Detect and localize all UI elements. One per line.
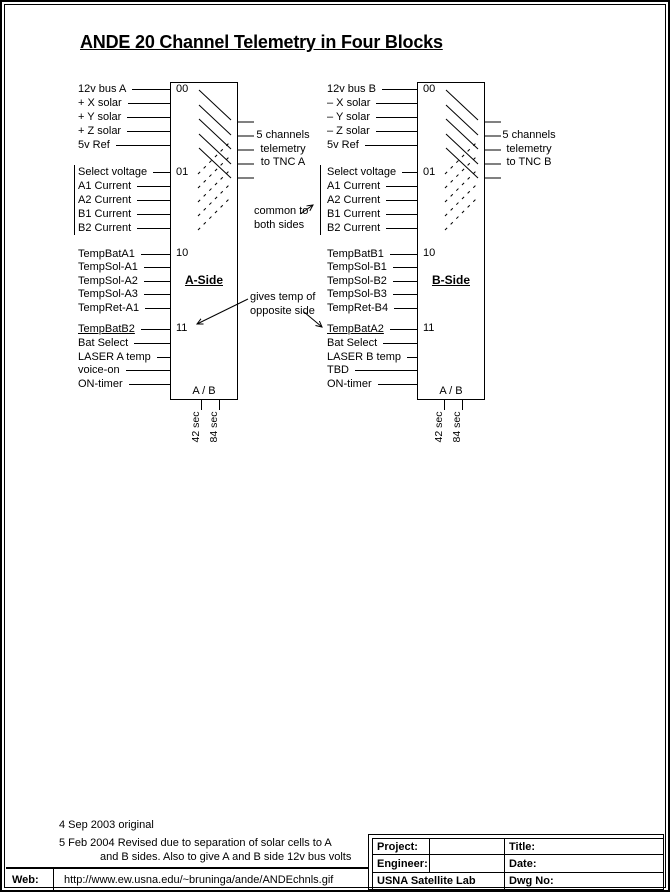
input-row (78, 260, 170, 274)
signal-stub-line (386, 186, 417, 187)
signal-stub-line (393, 267, 417, 268)
signal-stub-line (129, 384, 170, 385)
title-block-row (373, 839, 663, 854)
signal-stub-line (141, 254, 170, 255)
input-label: 5v Ref (327, 138, 359, 151)
web-label: Web: (6, 869, 54, 890)
input-row (327, 322, 417, 336)
signal-stub-line (126, 370, 170, 371)
signal-stub-line (393, 281, 417, 282)
signal-stub-line (141, 329, 170, 330)
org-name: USNA Satellite Lab (373, 873, 505, 889)
input-label: B2 Current (327, 221, 381, 234)
input-label: 12v bus B (327, 82, 376, 95)
input-label: Bat Select (327, 336, 378, 349)
input-label: – X solar (327, 96, 371, 109)
input-row (78, 336, 170, 350)
input-label: TempSol-A3 (78, 287, 138, 300)
input-label: 12v bus A (78, 82, 127, 95)
output-note-line: to TNC B (506, 156, 552, 168)
signal-stub-line (386, 228, 417, 229)
signal-stub-line (390, 329, 417, 330)
input-label: B2 Current (78, 221, 132, 234)
signal-stub-line (145, 308, 170, 309)
input-label: TempBatA1 (78, 247, 135, 260)
input-label: TempBatA2 (327, 322, 384, 335)
block-b-timer-42: 42 sec (433, 411, 445, 443)
input-row (327, 274, 417, 288)
input-row (327, 124, 417, 138)
signal-stub-line (365, 145, 417, 146)
input-row (327, 287, 417, 301)
title-block-inner (372, 838, 663, 889)
page-title: ANDE 20 Channel Telemetry in Four Blocks (80, 32, 443, 52)
block-b-timer-84: 84 sec (451, 411, 463, 443)
block-a-seq-10: 10 (176, 247, 189, 259)
input-row (78, 96, 170, 110)
input-row (78, 165, 170, 179)
input-label: ON-timer (327, 377, 372, 390)
web-row (6, 867, 368, 890)
signal-stub-line (407, 357, 417, 358)
signal-stub-line (144, 294, 170, 295)
input-label: TempSol-B2 (327, 274, 387, 287)
revision-entry-2: 5 Feb 2004 Revised due to separation of solar cells to A (59, 837, 332, 849)
input-label: A1 Current (78, 179, 132, 192)
dwg-no-label: Dwg No: (509, 875, 554, 887)
signal-stub-line (134, 343, 170, 344)
common-note (254, 204, 308, 232)
signal-stub-line (386, 200, 417, 201)
input-label: B1 Current (327, 207, 381, 220)
input-row (327, 221, 417, 235)
input-label: – Z solar (327, 124, 370, 137)
block-b-outline (417, 82, 485, 400)
block-a-seq-00: 00 (176, 83, 189, 95)
gives-temp-note-line: opposite side (250, 305, 315, 317)
project-value (430, 839, 505, 854)
input-row (78, 287, 170, 301)
block-b-seq-01: 01 (423, 166, 436, 178)
block-a-seq-01: 01 (176, 166, 189, 178)
signal-stub-line (386, 214, 417, 215)
input-row (78, 322, 170, 336)
output-note-line: 5 channels (502, 129, 556, 141)
block-a-title: A-Side (184, 273, 223, 287)
input-label: A2 Current (327, 193, 381, 206)
signal-stub-line (376, 117, 417, 118)
block-b-title: B-Side (431, 273, 470, 287)
engineer-value (430, 855, 505, 872)
block-b-seq-10: 10 (423, 247, 436, 259)
block-a-seq-11: 11 (176, 322, 188, 334)
input-row (78, 363, 170, 377)
block-b-output-note (493, 129, 565, 170)
date-label: Date: (509, 857, 537, 870)
input-row (327, 207, 417, 221)
common-note-line: both sides (254, 219, 305, 231)
gives-temp-note-line: gives temp of (250, 291, 316, 303)
signal-stub-line (393, 294, 417, 295)
input-label: A1 Current (327, 179, 381, 192)
input-row (327, 363, 417, 377)
signal-stub-line (137, 186, 170, 187)
input-row (327, 247, 417, 261)
signal-stub-line (116, 145, 170, 146)
input-label: + Y solar (78, 110, 122, 123)
title-block (368, 834, 664, 890)
block-a-outline (170, 82, 238, 400)
signal-stub-line (144, 281, 170, 282)
signal-stub-line (394, 308, 417, 309)
output-note-line: telemetry (260, 142, 306, 155)
input-label: TempSol-A2 (78, 274, 138, 287)
title-label: Title: (509, 840, 536, 853)
input-row (327, 165, 417, 179)
signal-stub-line (137, 228, 170, 229)
revision-entry-2-cont: and B sides. Also to give A and B side 12v bus volts (100, 851, 352, 863)
engineer-label: Engineer: (373, 855, 430, 872)
input-row (78, 124, 170, 138)
input-row (78, 207, 170, 221)
input-row (327, 350, 417, 364)
input-row (78, 274, 170, 288)
web-url: http://www.ew.usna.edu/~bruninga/ande/ANDEchnls.gif (64, 873, 334, 886)
common-note-line: common to (254, 205, 309, 217)
revision-entry-1: 4 Sep 2003 original (59, 819, 154, 831)
signal-stub-line (402, 172, 417, 173)
signal-stub-line (144, 267, 170, 268)
output-note-line: telemetry (506, 142, 552, 155)
input-label: TempRet-A1 (78, 301, 140, 314)
input-row (78, 82, 170, 96)
input-label: Bat Select (78, 336, 129, 349)
input-label: A2 Current (78, 193, 132, 206)
block-a-ab-label: A / B (192, 385, 216, 397)
signal-stub-line (355, 370, 417, 371)
block-b-seq-11: 11 (423, 322, 435, 334)
input-row (78, 350, 170, 364)
input-row (327, 179, 417, 193)
block-b-seq-00: 00 (423, 83, 436, 95)
input-row (78, 179, 170, 193)
input-row (327, 260, 417, 274)
signal-stub-line (128, 103, 170, 104)
input-row (327, 193, 417, 207)
input-label: TBD (327, 363, 349, 376)
input-row (327, 377, 417, 391)
input-label: + Z solar (78, 124, 122, 137)
input-row (78, 221, 170, 235)
input-label: LASER A temp (78, 350, 151, 363)
input-label: 5v Ref (78, 138, 110, 151)
input-row (327, 96, 417, 110)
signal-stub-line (390, 254, 417, 255)
input-row (327, 138, 417, 152)
gives-temp-note (250, 290, 315, 318)
block-a-timer-42: 42 sec (190, 411, 202, 443)
input-row (78, 301, 170, 315)
signal-stub-line (382, 89, 417, 90)
signal-stub-line (376, 103, 417, 104)
title-block-row (373, 872, 663, 889)
input-label: LASER B temp (327, 350, 401, 363)
input-label: Select voltage (78, 165, 148, 178)
input-label: B1 Current (78, 207, 132, 220)
signal-stub-line (137, 200, 170, 201)
signal-stub-line (127, 131, 170, 132)
input-row (78, 193, 170, 207)
input-label: TempBatB1 (327, 247, 384, 260)
input-row (327, 301, 417, 315)
signal-stub-line (378, 384, 417, 385)
input-label: TempBatB2 (78, 322, 135, 335)
signal-stub-line (137, 214, 170, 215)
input-label: – Y solar (327, 110, 371, 123)
input-label: Select voltage (327, 165, 397, 178)
input-label: + X solar (78, 96, 122, 109)
signal-stub-line (132, 89, 170, 90)
input-row (78, 247, 170, 261)
input-row (327, 110, 417, 124)
input-label: TempSol-B1 (327, 260, 387, 273)
block-bottom-ticks (202, 400, 463, 410)
input-label: voice-on (78, 363, 120, 376)
input-label: ON-timer (78, 377, 123, 390)
signal-stub-line (127, 117, 170, 118)
input-row (327, 82, 417, 96)
signal-stub-line (383, 343, 417, 344)
block-b-ab-label: A / B (439, 385, 463, 397)
title-block-row (373, 854, 663, 872)
input-row (78, 138, 170, 152)
input-row (78, 110, 170, 124)
signal-stub-line (153, 172, 170, 173)
output-note-line: 5 channels (256, 129, 310, 141)
block-a-output-note (247, 129, 319, 170)
block-a-timer-84: 84 sec (208, 411, 220, 443)
input-row (78, 377, 170, 391)
input-row (327, 336, 417, 350)
input-label: TempRet-B4 (327, 301, 389, 314)
signal-stub-line (376, 131, 417, 132)
signal-stub-line (157, 357, 170, 358)
input-label: TempSol-A1 (78, 260, 138, 273)
project-label: Project: (373, 839, 430, 854)
input-label: TempSol-B3 (327, 287, 387, 300)
output-note-line: to TNC A (260, 156, 306, 168)
